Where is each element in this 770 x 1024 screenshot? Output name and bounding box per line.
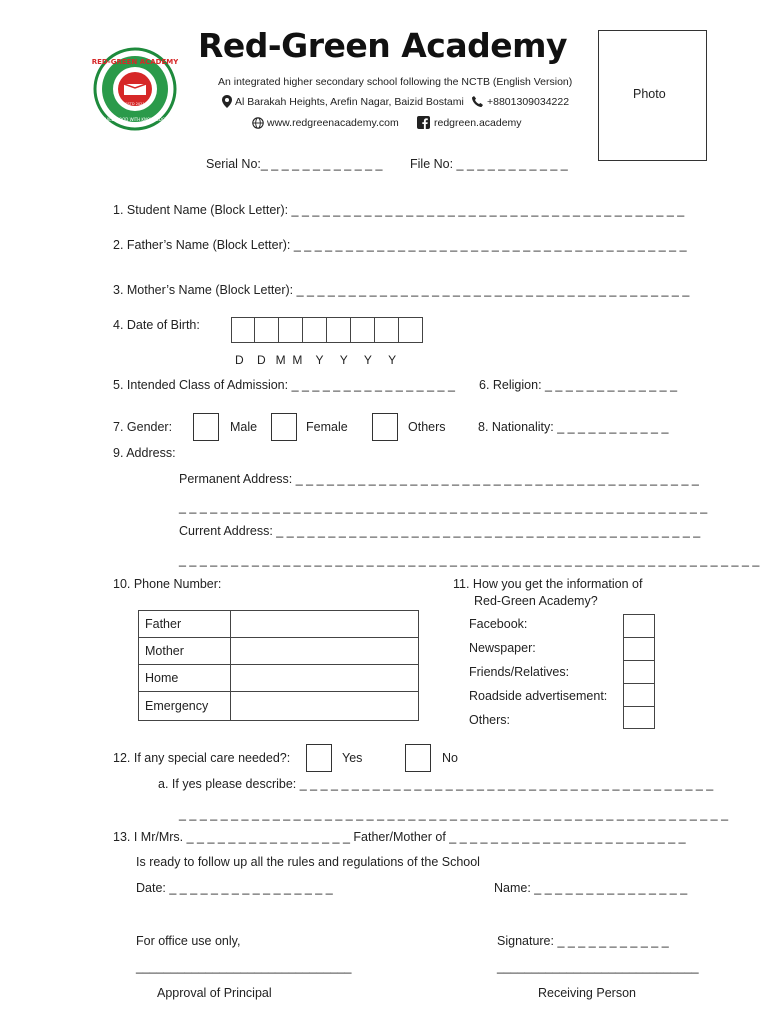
- others-checkbox[interactable]: [372, 413, 398, 441]
- permanent-address-line[interactable]: _ _ _ _ _ _ _ _ _ _ _ _ _ _ _ _ _ _ _ _ _ _ _ _ _ _ _ _ _ _ _ _ _ _ _ _ _ _ _ _ _ _ _ _ _ _ _ _ _ _ _: [179, 500, 708, 514]
- phone-input-cell[interactable]: [231, 665, 419, 692]
- dob-cell[interactable]: [327, 317, 351, 343]
- phone-table: [138, 610, 419, 721]
- facebook-checkbox[interactable]: [623, 614, 655, 637]
- phone-icon: [472, 96, 483, 110]
- address-label: 9. Address:: [113, 446, 176, 460]
- declaration-text: Is ready to follow up all the rules and regulations of the School: [136, 855, 480, 869]
- info-source-label: Facebook:: [469, 617, 528, 631]
- academy-logo: [92, 47, 178, 131]
- special-care-yes-checkbox[interactable]: [306, 744, 332, 772]
- male-checkbox[interactable]: [193, 413, 219, 441]
- dob-cell[interactable]: [279, 317, 303, 343]
- dob-boxes[interactable]: [231, 317, 423, 343]
- info-question: 11. How you get the information of: [453, 577, 643, 591]
- special-care-label: 12. If any special care needed?:: [113, 751, 291, 765]
- tagline: An integrated higher secondary school following the NCTB (English Version): [218, 76, 573, 88]
- dob-hint: D D M M Y Y Y Y: [235, 353, 397, 367]
- friends-checkbox[interactable]: [623, 660, 655, 683]
- special-care-no-checkbox[interactable]: [405, 744, 431, 772]
- phone-row-label: Mother: [139, 638, 231, 665]
- logo-est: ESTD 2021: [125, 102, 145, 106]
- father-name-field[interactable]: 2. Father’s Name (Block Letter): _ _ _ _ _ _ _ _ _ _ _ _ _ _ _ _ _ _ _ _ _ _ _ _ _ _ _ _ _ _ _ _ _ _ _ _ _ _: [113, 238, 687, 252]
- address: Al Barakah Heights, Arefin Nagar, Baizid Bostami: [235, 96, 464, 108]
- info-source-label: Friends/Relatives:: [469, 665, 570, 679]
- phone-input-cell[interactable]: [231, 638, 419, 665]
- mother-name-field[interactable]: 3. Mother’s Name (Block Letter): _ _ _ _ _ _ _ _ _ _ _ _ _ _ _ _ _ _ _ _ _ _ _ _ _ _ _ _ _ _ _ _ _ _ _ _ _ _: [113, 283, 690, 297]
- current-address-field[interactable]: Current Address: _ _ _ _ _ _ _ _ _ _ _ _ _ _ _ _ _ _ _ _ _ _ _ _ _ _ _ _ _ _ _ _ _ _ _ _ _ _ _ _ _: [179, 524, 701, 538]
- special-care-describe-line[interactable]: _ _ _ _ _ _ _ _ _ _ _ _ _ _ _ _ _ _ _ _ _ _ _ _ _ _ _ _ _ _ _ _ _ _ _ _ _ _ _ _ _ _ _ _ _ _ _ _ _ _ _ _ _: [179, 807, 729, 821]
- date-field[interactable]: Date: _ _ _ _ _ _ _ _ _ _ _ _ _ _ _ _: [136, 881, 333, 895]
- current-address-line[interactable]: _ _ _ _ _ _ _ _ _ _ _ _ _ _ _ _ _ _ _ _ _ _ _ _ _ _ _ _ _ _ _ _ _ _ _ _ _ _ _ _ _ _ _ _ _ _ _ _ _ _ _ _ _ _ _ _: [179, 553, 760, 567]
- phone-input-cell[interactable]: [231, 692, 419, 721]
- table-row: [139, 692, 419, 721]
- file-no: File No: _ _ _ _ _ _ _ _ _ _ _: [410, 157, 568, 171]
- name-field[interactable]: Name: _ _ _ _ _ _ _ _ _ _ _ _ _ _ _: [494, 881, 688, 895]
- principal-signature-line[interactable]: _______________________________: [136, 960, 352, 974]
- facebook-handle: redgreen.academy: [434, 117, 522, 129]
- others-source-checkbox[interactable]: [623, 706, 655, 729]
- intended-class-field[interactable]: 5. Intended Class of Admission: _ _ _ _ _ _ _ _ _ _ _ _ _ _ _ _: [113, 378, 455, 392]
- dob-cell[interactable]: [231, 317, 255, 343]
- info-source-label: Roadside advertisement:: [469, 689, 608, 703]
- female-checkbox[interactable]: [271, 413, 297, 441]
- logo-text-top: RED-GREEN ACADEMY: [92, 58, 178, 66]
- yes-label: Yes: [342, 751, 363, 765]
- religion-field[interactable]: 6. Religion: _ _ _ _ _ _ _ _ _ _ _ _ _: [479, 378, 678, 392]
- dob-cell[interactable]: [255, 317, 279, 343]
- receiving-person: Receiving Person: [538, 986, 636, 1000]
- dob-cell[interactable]: [399, 317, 423, 343]
- others-label: Others: [408, 420, 446, 434]
- newspaper-checkbox[interactable]: [623, 637, 655, 660]
- office-use-label: For office use only,: [136, 934, 241, 948]
- dob-cell[interactable]: [375, 317, 399, 343]
- globe-icon: [252, 117, 264, 132]
- phone-number-label: 10. Phone Number:: [113, 577, 222, 591]
- female-label: Female: [306, 420, 348, 434]
- permanent-address-field[interactable]: Permanent Address: _ _ _ _ _ _ _ _ _ _ _ _ _ _ _ _ _ _ _ _ _ _ _ _ _ _ _ _ _ _ _ _ _ _ _ _ _ _ _: [179, 472, 699, 486]
- phone-number: +8801309034222: [487, 96, 570, 108]
- receiver-signature-line[interactable]: _____________________________: [497, 960, 699, 974]
- special-care-describe-field[interactable]: a. If yes please describe: _ _ _ _ _ _ _ _ _ _ _ _ _ _ _ _ _ _ _ _ _ _ _ _ _ _ _ _ _ _ _ _ _ _ _ _ _ _ _ _: [158, 777, 714, 791]
- dob-label: 4. Date of Birth:: [113, 318, 200, 332]
- approval-of-principal: Approval of Principal: [157, 986, 272, 1000]
- info-source-checkboxes: [623, 614, 655, 729]
- school-name: Red-Green Academy: [198, 26, 567, 65]
- dob-cell[interactable]: [303, 317, 327, 343]
- table-row: [139, 665, 419, 692]
- facebook-icon: [417, 116, 430, 132]
- website: www.redgreenacademy.com: [267, 117, 399, 129]
- nationality-field[interactable]: 8. Nationality: _ _ _ _ _ _ _ _ _ _ _: [478, 420, 669, 434]
- table-row: [139, 638, 419, 665]
- signature-field[interactable]: Signature: _ _ _ _ _ _ _ _ _ _ _: [497, 934, 669, 948]
- logo-text-bottom: BUILD GOOD WITH KNOWLEDGE: [102, 117, 168, 122]
- dob-cell[interactable]: [351, 317, 375, 343]
- student-name-field[interactable]: 1. Student Name (Block Letter): _ _ _ _ _ _ _ _ _ _ _ _ _ _ _ _ _ _ _ _ _ _ _ _ _ _ _ _ _ _ _ _ _ _ _ _ _ _: [113, 203, 685, 217]
- table-row: [139, 611, 419, 638]
- gender-label: 7. Gender:: [113, 420, 173, 434]
- serial-no: Serial No:_ _ _ _ _ _ _ _ _ _ _ _: [206, 157, 383, 171]
- phone-input-cell[interactable]: [231, 611, 419, 638]
- phone-row-label: Home: [139, 665, 231, 692]
- male-label: Male: [230, 420, 258, 434]
- phone-row-label: Emergency: [139, 692, 231, 721]
- phone-row-label: Father: [139, 611, 231, 638]
- info-question-cont: Red-Green Academy?: [474, 594, 598, 608]
- info-source-label: Newspaper:: [469, 641, 536, 655]
- info-source-label: Others:: [469, 713, 510, 727]
- no-label: No: [442, 751, 458, 765]
- declaration-field[interactable]: 13. I Mr/Mrs. _ _ _ _ _ _ _ _ _ _ _ _ _ _ _ _ Father/Mother of _ _ _ _ _ _ _ _ _ _ _ _ _ _ _ _ _ _ _ _ _ _ _: [113, 830, 686, 844]
- location-icon: [222, 95, 232, 111]
- photo-label: Photo: [633, 87, 666, 101]
- roadside-checkbox[interactable]: [623, 683, 655, 706]
